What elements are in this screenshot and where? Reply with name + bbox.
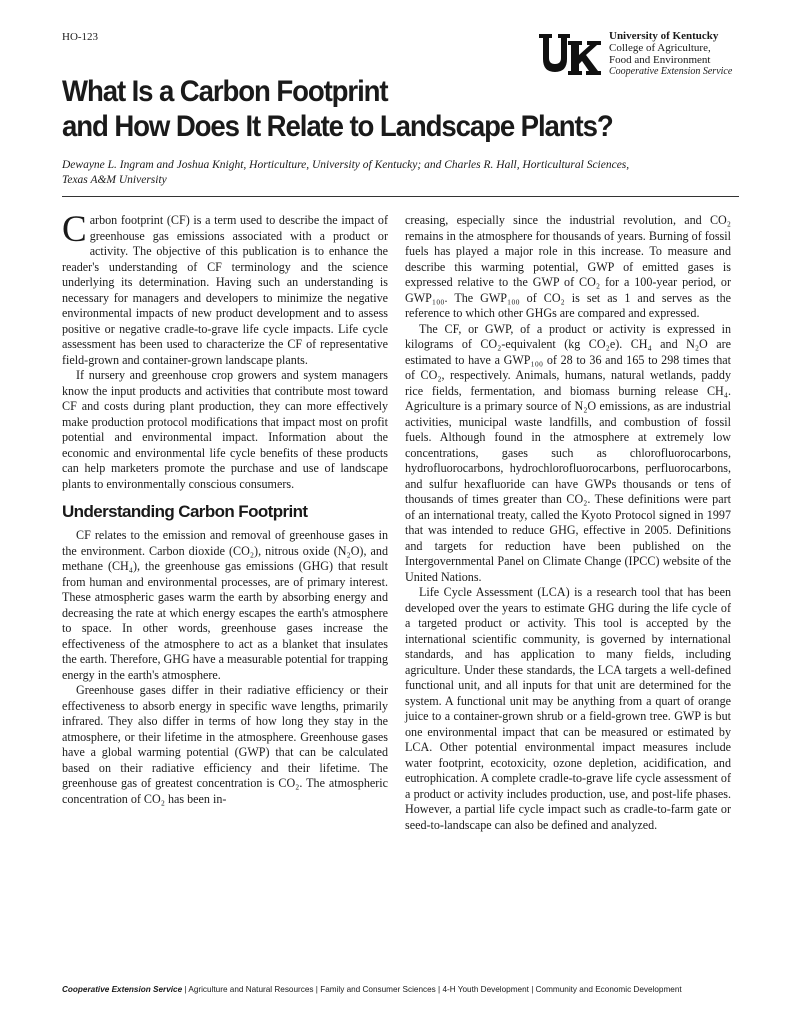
paragraph: creasing, especially since the industrial revolution, and CO₂ remains in the atmosphere for thousands of years. Burning of fossil fuels has played a major role in this increase. To measure and describe this warming potential, GWP of emitted gases is expressed relative to the GWP of CO₂ for a 100-year period, or GWP₁₀₀. The GWP₁₀₀ of CO₂ is set as 1 and serves as the reference to which other GHGs are compared and expressed. bbox=[405, 213, 731, 320]
publication-number: HO-123 bbox=[62, 31, 99, 43]
paragraph: CF relates to the emission and removal of greenhouse gases in the environment. Carbon dioxide (CO₂), nitrous oxide (N₂O), and methane (CH₄), the greenhouse gas emissions (GHG) that result from human and environmental processes, are of primary interest. These atmospheric gases warm the earth by absorbing energy and decreasing the rate at which energy escapes the earth's atmosphere to space. In other words, greenhouse gases increase the effectiveness of the atmosphere to act as a blanket that insulates the earth. Therefore, GHG have a measurable potential for trapping energy in the earth's atmosphere. bbox=[62, 528, 388, 682]
intro-paragraph bbox=[62, 209, 388, 368]
institution-block bbox=[609, 30, 732, 78]
authors bbox=[62, 158, 742, 188]
page-title bbox=[62, 74, 706, 144]
title-line-1: What Is a Carbon Footprint bbox=[62, 75, 388, 108]
college-line-2: Food and Environment bbox=[609, 54, 711, 66]
authors-line-2: Texas A&M University bbox=[62, 174, 167, 186]
footer bbox=[62, 985, 742, 994]
college-line-1: College of Agriculture, bbox=[609, 42, 711, 54]
paragraph: Greenhouse gases differ in their radiative efficiency or their effectiveness to absorb energy in specific wave lengths, primarily infrared. They also differ in terms of how long they stay in the atmosphere, or their lifetime in the atmosphere. Greenhouse gases have a global warming potential (GWP) that can be calculated based on their radiative efficiency and their lifetime. The greenhouse gas of greatest concentration is CO₂. The atmospheric concentration of CO₂ has been in- bbox=[62, 683, 388, 806]
intro-text: arbon footprint (CF) is a term used to describe the impact of greenhouse gas emissions associated with a product or activity. The objective of this publication is to enhance the reader's understanding of CF terminology and the science underlying its determination. Having such an understanding is necessary for managers and developers to minimize the negative environmental impacts of new product development and to assess positive or negative cradle-to-grave life cycle impacts. Life cycle assessment has been used to characterize the CF of representative field-grown and container-grown landscape plants. bbox=[62, 213, 388, 367]
left-column bbox=[62, 209, 388, 807]
right-column bbox=[405, 213, 731, 833]
title-line-2: and How Does It Relate to Landscape Plants? bbox=[62, 110, 613, 143]
footer-programs: | Agriculture and Natural Resources | Family and Consumer Sciences | 4-H Youth Development | Community and Economic Development bbox=[182, 985, 682, 994]
university-name: University of Kentucky bbox=[609, 30, 719, 42]
uk-logo bbox=[538, 31, 602, 77]
authors-line-1: Dewayne L. Ingram and Joshua Knight, Horticulture, University of Kentucky; and Charles R. Hall, Horticultural Sciences, bbox=[62, 159, 630, 171]
title-divider bbox=[62, 196, 739, 197]
footer-service: Cooperative Extension Service bbox=[62, 985, 183, 994]
section-heading: Understanding Carbon Footprint bbox=[62, 502, 308, 521]
paragraph: Life Cycle Assessment (LCA) is a research tool that has been developed over the years to estimate GHG during the life cycle of a targeted product or activity. This tool is accepted by the international scientific community, is governed by international standards, and has application to many fields, including agriculture. Under these standards, the LCA targets a well-defined functional unit, and all inputs for that unit are determined for the system. A functional unit may be anything from a quart of orange juice to a container-grown shrub or a field-grown tree. GWP is but one environmental impact that can be measured or estimated by LCA. Other potential environmental impact measures include water footprint, ecotoxicity, ozone depletion, acidification, and eutrophication. A complete cradle-to-grave life cycle assessment of a product or activity includes production, use, and post-life phases. However, a partial life cycle impact such as cradle-to-farm gate or seed-to-landscape can also be defined and analyzed. bbox=[405, 585, 731, 832]
service-name: Cooperative Extension Service bbox=[609, 66, 733, 77]
paragraph: If nursery and greenhouse crop growers and system managers know the input products and activities that contribute most toward CF and costs during plant production, they can more effectively make production protocol modifications that impact most on profit potential and environmental impact. Information about the economic and environmental life cycle benefits of these products can help marketers promote the purchase and use of landscape plants to environmentally conscious consumers. bbox=[62, 368, 388, 491]
paragraph: The CF, or GWP, of a product or activity is expressed in kilograms of CO₂-equivalent (kg CO₂e). CH₄ and N₂O are estimated to have a GWP₁₀₀ of 28 to 36 and 165 to 298 times that of CO₂, respectively. Animals, humans, natural wetlands, paddy rice fields, fermentation, and biomass burning release CH₄. Agriculture is a primary source of N₂O emissions, as are industrial activities, municipal waste landfills, and combustion of fossil fuels. Although found in the atmosphere at extremely low concentrations, gases such as chlorofluorocarbons, hydrofluorocarbons, hydrochlorofluorocarbons, perfluorocarbons, and sulfur hexafluoride can have GWPs thousands or tens of thousands of times greater than CO₂. These definitions were part of an international treaty, called the Kyoto Protocol signed in 1997 that was intended to reduce GHG, effective in 2005. Definitions and targets for reduction have been published on the Intergovernmental Panel on Climate Change (IPCC) website of the United Nations. bbox=[405, 321, 731, 584]
drop-cap: C bbox=[62, 209, 87, 250]
